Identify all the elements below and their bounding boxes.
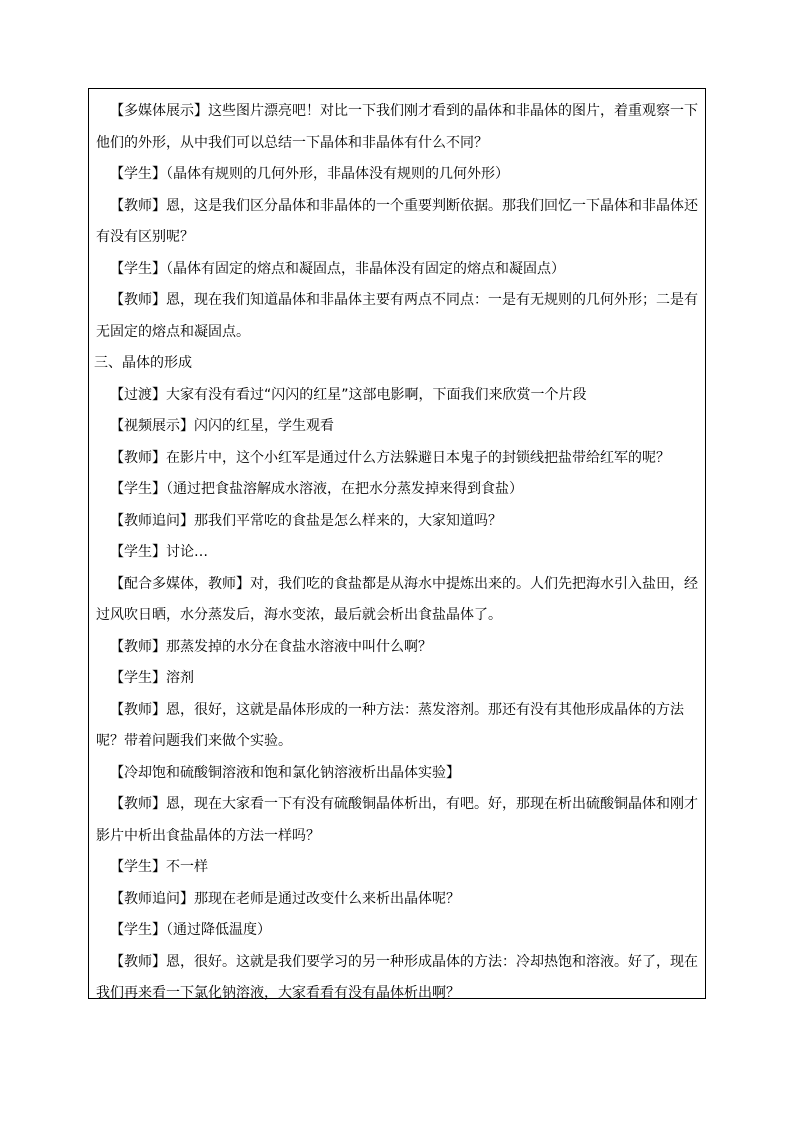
paragraph: 【过渡】大家有没有看过“闪闪的红星”这部电影啊，下面我们来欣赏一个片段 <box>110 386 587 403</box>
paragraph: 【学生】（通过降低温度） <box>110 922 271 938</box>
paragraph: 【教师】恩，现在大家看一下有没有硫酸铜晶体析出，有吧。好，那现在析出硫酸铜晶体和刚才影片中析出食盐晶体的方法一样吗？ <box>96 796 698 844</box>
paragraph: 【学生】溶剂 <box>110 670 194 686</box>
paragraph: 【视频展示】闪闪的红星，学生观看 <box>110 418 334 434</box>
paragraph: 【配合多媒体，教师】对，我们吃的食盐都是从海水中提炼出来的。人们先把海水引入盐田，经过风吹日晒，水分蒸发后，海水变浓，最后就会析出食盐晶体了。 <box>96 575 698 623</box>
paragraph: 【学生】讨论… <box>110 544 208 560</box>
paragraph: 【教师追问】那我们平常吃的食盐是怎么样来的，大家知道吗？ <box>110 512 502 529</box>
lesson-content <box>90 96 704 1010</box>
paragraph: 【学生】不一样 <box>110 859 208 875</box>
paragraph: 【教师】恩，很好。这就是我们要学习的另一种形成晶体的方法：冷却热饱和溶液。好了，现在我们再来看一下氯化钠溶液，大家看看有没有晶体析出啊？ <box>96 953 698 1001</box>
paragraph: 【教师】那蒸发掉的水分在食盐水溶液中叫什么啊？ <box>110 638 432 655</box>
paragraph: 【教师】恩，现在我们知道晶体和非晶体主要有两点不同点：一是有无规则的几何外形；二是有无固定的熔点和凝固点。 <box>96 292 698 340</box>
paragraph: 【学生】（通过把食盐溶解成水溶液，在把水分蒸发掉来得到食盐） <box>110 481 523 497</box>
paragraph: 【教师】恩，这是我们区分晶体和非晶体的一个重要判断依据。那我们回忆一下晶体和非晶体还有没有区别呢？ <box>96 197 698 245</box>
paragraph: 【学生】（晶体有规则的几何外形，非晶体没有规则的几何外形） <box>110 166 509 182</box>
paragraph: 【多媒体展示】这些图片漂亮吧！对比一下我们刚才看到的晶体和非晶体的图片，着重观察一下他们的外形，从中我们可以总结一下晶体和非晶体有什么不同？ <box>96 103 698 151</box>
paragraph: 【教师】恩，很好，这就是晶体形成的一种方法：蒸发溶剂。那还有没有其他形成晶体的方法呢？带着问题我们来做个实验。 <box>96 701 684 749</box>
paragraph: 【教师追问】那现在老师是通过改变什么来析出晶体呢？ <box>110 890 460 907</box>
paragraph: 【学生】（晶体有固定的熔点和凝固点，非晶体没有固定的熔点和凝固点） <box>110 260 565 277</box>
section-heading: 三、晶体的形成 <box>94 355 192 371</box>
paragraph: 【教师】在影片中，这个小红军是通过什么方法躲避日本鬼子的封锁线把盐带给红军的呢？ <box>110 449 670 466</box>
paragraph: 【冷却饱和硫酸铜溶液和饱和氯化钠溶液析出晶体实验】 <box>110 764 460 781</box>
